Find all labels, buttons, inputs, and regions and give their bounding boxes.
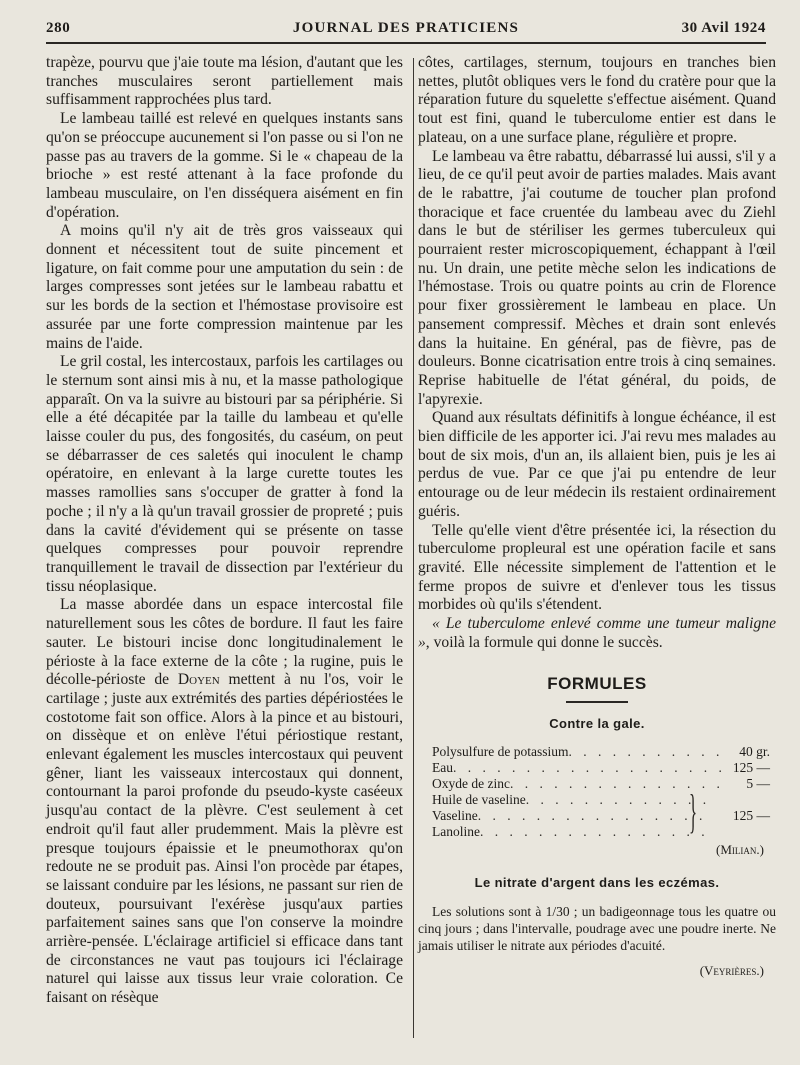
recipe-author: (Milian.)	[716, 841, 764, 857]
brace-glyph: }	[688, 784, 698, 838]
heading-rule	[566, 701, 628, 703]
recipe-title: Le nitrate d'argent dans les eczémas.	[474, 874, 720, 890]
leader-dots	[526, 792, 710, 808]
text-span: mettent à nu l'os, voir le cartilage ; juste aux extrémités des parties dépériostées le costotome fait son office. Alors à la pince et au bistouri, on dissèque et on enlève l'étui périostique restant, enlevant également les muscles intercostaux qui peuvent gêner, liant les vaisseaux intercostaux qui donnent, contournant la paroi profonde du pseudo-kyste caséeux jusqu'au contact de la plèvre. C'est seulement à cet endroit qu'il faut aller prudemment. Mais la plèvre est presque toujours épaissie et le pneumothorax qu'on redoute ne se produit pas. Ainsi l'on procède par étapes, se laissant conduire par les lésions, ne passant sur rien de douteux, poursuivant l'exérèse jusqu'aux parties parfaitement saines sans que l'on conserve la moindre arrière-pensée. L'éclairage artificiel si efficace dans tant de circonstances ne vaut pas toujours ici l'éclairage naturel qui laisse aux tissus leur vraie coloration. Ce faisant on résèque	[46, 671, 404, 1007]
quote: « Le tuberculome enlevé comme une tumeur maligne »	[418, 615, 776, 651]
right-column	[418, 54, 776, 979]
header-rule	[46, 42, 766, 44]
group-qty: 125 —	[732, 807, 770, 823]
leader-dots	[480, 824, 710, 840]
paragraph: Le lambeau taillé est relevé en quelques instants sans qu'on se préoccupe aucunement si l'on passe ou si l'on ne passe pas au travers de la gomme. Si le « chapeau de la brioche » est resté attenant à la face profonde du lambeau musculaire, on l'en disséquera aisément en fin d'opération.	[46, 110, 403, 221]
text-span: La masse abordée dans un espace intercostal file naturellement sous les côtes de bordure. Il faut les faire sauter. Le bistouri incise donc longitudinalement le périoste à la face externe de la côte ; la rugine, puis le décolle-périoste de	[46, 596, 403, 689]
ingredient-name: Polysulfure de potassium	[432, 743, 569, 759]
paragraph: Quand aux résultats définitifs à longue échéance, il est bien difficile de les apporter ici. J'ai revu mes malades au bout de six mois, d'un an, ils allaient bien, puis je les ai perdus de vue. Par ce que j'ai pu entendre de leur entourage ou de leur médecin ils restaient ordinairement guéris.	[418, 409, 776, 520]
issue-date: 30 Avil 1924	[681, 20, 766, 36]
ingredient-name: Oxyde de zinc	[432, 775, 510, 791]
paragraph: Telle qu'elle vient d'être présentée ici, la résection du tuberculome propleural est une opération facile et sans gravité. Elle nécessite simplement de l'attention et le ferme propos de suivre et d'enlever tous les tissus morbides où qu'ils s'étendent.	[418, 521, 776, 614]
ingredient-group	[432, 784, 776, 840]
ingredient-name: Lanoline	[432, 823, 480, 839]
recipe-gale	[418, 744, 776, 858]
ingredient-name: Vaseline	[432, 807, 478, 823]
recipe-author: (Veyrières.)	[699, 962, 764, 978]
paragraph: côtes, cartilages, sternum, toujours en tranches bien nettes, plutôt obliques vers le fond du cratère pour que la réparation future du squelette s'effectue aisément. Quand tout est fini, quand le tuberculome entier est dans le plateau, on a une surface plane, régulière et propre.	[418, 54, 776, 146]
leader-dots	[478, 808, 710, 824]
recipe-row	[432, 824, 710, 840]
column-divider	[413, 58, 414, 1038]
paragraph	[46, 596, 403, 1007]
paragraph: Le lambeau va être rabattu, débarrassé lui aussi, s'il y a lieu, de ce qu'il peut avoir de parties malades. Mais avant de le rabattre, j'ai coutume de toucher plan profond thoracique et face cruentée du lambeau avec du Ziehl dans le but de stériliser les germes tuberculeux qui pourraient rester microscopiquement, échappant à l'œil nu. Un drain, une petite mèche selon les indications de l'hémostase. Trois ou quatre points au crin de Florence pour fixer grossièrement le lambeau en place. Un pansement compressif. Mèches et drain sont enlevés dans la huitaine. En général, pas de fièvre, pas de douleurs. Bonne cicatrisation entre trois à cinq semaines. Reprise habituelle de l'état général, du poids, de l'apyrexie.	[418, 147, 776, 408]
page-header	[46, 18, 766, 40]
note-text: Les solutions sont à 1/30 ; un badigeonnage tous les quatre ou cinq jours ; dans l'intervalle, poudrage avec une poudre inerte. Ne jamais utiliser le nitrate aux périodes d'acuité.	[418, 903, 776, 953]
ingredient-qty: 125 —	[732, 759, 770, 775]
paragraph: Le gril costal, les intercostaux, parfois les cartilages ou le sternum sont ainsi mis à nu, et la masse pathologique apparaît. On va la suivre au bistouri par sa périphérie. Si elle a été décapitée par la taille du lambeau et qu'elle laisse couler du pus, des fongosités, du caséum, on peut se débarrasser de ces saletés qui inoculent le champ opératoire, en enlevant à la large curette toutes les masses ramollies sans s'occuper de gratter à fond la poche ; il n'y a là qu'un travail grossier de propreté ; puis dans la cavité d'évidement qui se présente on tasse quelques compresses pour pouvoir reprendre tranquillement le travail de dissection par l'extérieur du tissu néoplasique.	[46, 353, 403, 595]
ingredient-name: Eau	[432, 759, 453, 775]
journal-title: JOURNAL DES PRATICIENS	[292, 20, 520, 36]
leader-dots	[453, 760, 722, 776]
author-name: Doyen	[177, 671, 220, 689]
paragraph: trapèze, pourvu que j'aie toute ma lésion, d'autant que les tranches musculaires seront partiellement mais suffisamment rapprochées plus tard.	[46, 54, 403, 109]
ingredient-qty: 40 gr.	[739, 743, 770, 759]
text-span: , voilà la formule qui donne le succès.	[425, 633, 663, 651]
recipe-row	[432, 808, 710, 824]
ingredient-name: Huile de vaseline	[432, 791, 526, 807]
recipe-row	[432, 792, 710, 808]
left-column	[46, 54, 403, 1008]
paragraph: A moins qu'il n'y ait de très gros vaisseaux qui donnent et nécessitent tout de suite pincement et ligature, on fait comme pour une amputation du sein : de larges compresses sont jetées sur le lambeau rabattu et sur les bords de la section et l'hémostase provisoire est assurée par une forte compression maintenue par les mains de l'aide.	[46, 222, 403, 352]
paragraph	[418, 615, 776, 652]
recipe-row	[432, 760, 776, 776]
recipe-row	[432, 776, 776, 792]
formules-heading: FORMULES	[547, 673, 647, 693]
recipe-title: Contre la gale.	[549, 716, 645, 732]
leader-dots	[569, 744, 723, 760]
ingredient-qty: 5 —	[746, 775, 770, 791]
page-number: 280	[46, 20, 71, 36]
recipe-nitrate	[418, 903, 776, 979]
recipe-row	[432, 744, 776, 760]
